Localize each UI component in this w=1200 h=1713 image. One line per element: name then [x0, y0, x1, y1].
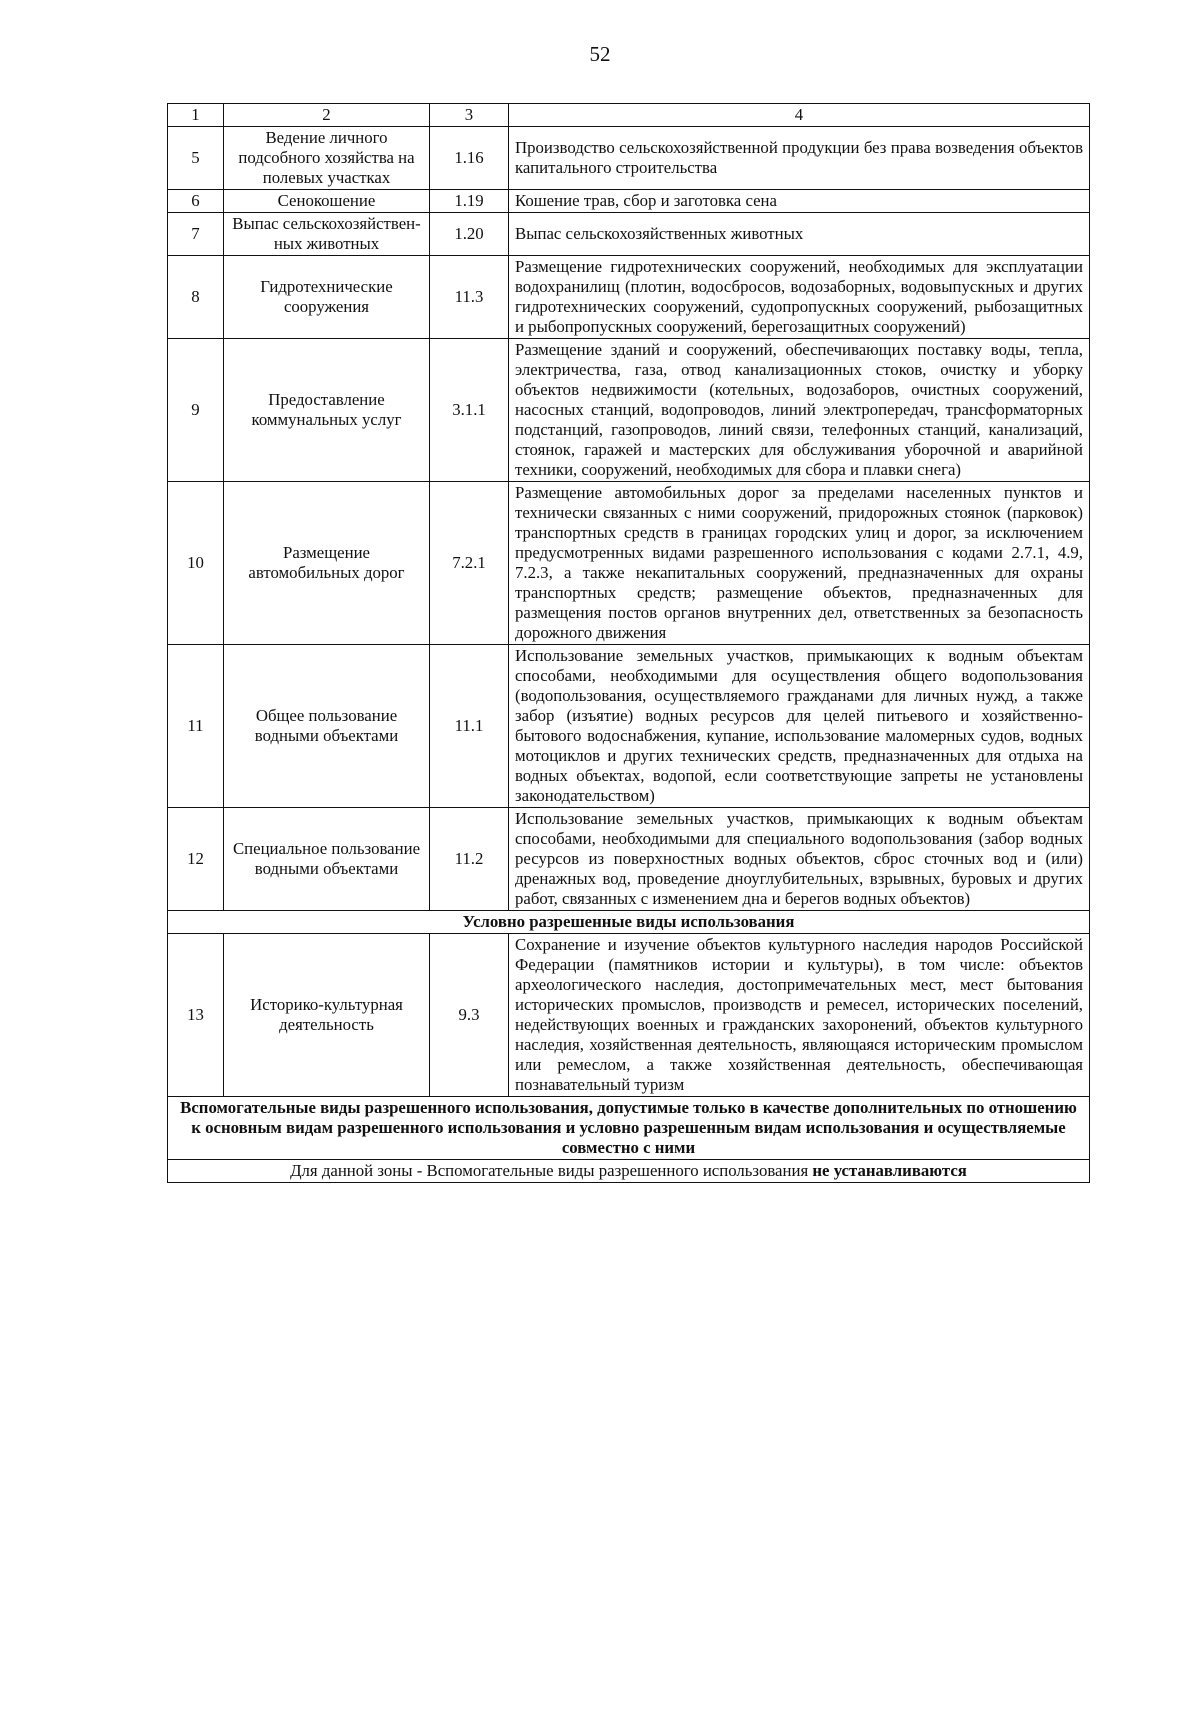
table-row [168, 213, 1090, 256]
use-code: 11.2 [430, 808, 509, 911]
note-prefix: Для данной зоны - Вспомогательные виды разрешенного использования [290, 1161, 813, 1180]
use-name: Размещение автомобильных дорог [224, 482, 430, 645]
use-name: Специальное пользование водными объектами [224, 808, 430, 911]
use-code: 9.3 [430, 934, 509, 1097]
use-description: Использование земельных участков, примыкающих к водным объектам способами, необходимыми для осуществления общего водопользования (водопользования, осуществляемого гражданами для личных нужд, а также забор (изъятие) водных ресурсов для целей питьевого и хозяйственно-бытового водоснабжения, купание, использование маломерных судов, водных мотоциклов и других технических средств, предназначенных для отдыха на водных объектах, водопой, если соответствующие запреты не установлены законодательством) [509, 645, 1090, 808]
row-number: 7 [168, 213, 224, 256]
row-number: 9 [168, 339, 224, 482]
note-not-established: не устанавливаются [812, 1161, 967, 1180]
auxiliary-note [168, 1160, 1090, 1183]
land-use-table [167, 103, 1090, 1183]
use-name: Историко-культурная деятельность [224, 934, 430, 1097]
row-number: 12 [168, 808, 224, 911]
row-number: 8 [168, 256, 224, 339]
table-row [168, 808, 1090, 911]
section-auxiliary-title: Вспомогательные виды разрешенного использования, допустимые только в качестве дополнительных по отношению к основным видам разрешенного использования и условно разрешенным видам использования и осуществляемые совместно с ними [168, 1097, 1090, 1160]
use-description: Производство сельскохозяйственной продукции без права возведения объектов капитального строительства [509, 127, 1090, 190]
table-row [168, 339, 1090, 482]
use-description: Кошение трав, сбор и заготовка сена [509, 190, 1090, 213]
row-number: 5 [168, 127, 224, 190]
table-row [168, 645, 1090, 808]
section-row [168, 911, 1090, 934]
use-code: 1.20 [430, 213, 509, 256]
note-row [168, 1160, 1090, 1183]
page-number: 52 [589, 42, 611, 66]
use-code: 1.19 [430, 190, 509, 213]
use-description: Размещение зданий и сооружений, обеспечивающих поставку воды, тепла, электричества, газа, отвод канализационных стоков, очистку и уборку объектов недвижимости (котельных, водозаборов, очистных сооружений, насосных станций, водопроводов, линий электропередач, трансформаторных подстанций, газопроводов, линий связи, телефонных станций, канализаций, стоянок, гаражей и мастерских для обслуживания уборочной и аварийной техники, сооружений, необходимых для сбора и плавки снега) [509, 339, 1090, 482]
header-col-3: 3 [430, 104, 509, 127]
use-name: Ведение личного подсобного хозяйства на полевых участках [224, 127, 430, 190]
section-conditional-title: Условно разрешенные виды использования [168, 911, 1090, 934]
table-row [168, 482, 1090, 645]
header-col-4: 4 [509, 104, 1090, 127]
table-row [168, 256, 1090, 339]
use-code: 3.1.1 [430, 339, 509, 482]
use-description: Размещение гидротехнических сооружений, необходимых для эксплуатации водохранилищ (плотин, водосбросов, водозаборных, водовыпускных и других гидротехнических сооружений, судопропускных сооружений, рыбозащитных и рыбопропускных сооружений, берегозащитных сооружений) [509, 256, 1090, 339]
use-code: 11.3 [430, 256, 509, 339]
row-number: 6 [168, 190, 224, 213]
use-name: Общее пользование водными объектами [224, 645, 430, 808]
section-row [168, 1097, 1090, 1160]
table-row [168, 190, 1090, 213]
header-col-2: 2 [224, 104, 430, 127]
row-number: 10 [168, 482, 224, 645]
use-name: Сенокошение [224, 190, 430, 213]
use-name: Выпас сельскохозяйствен-ных животных [224, 213, 430, 256]
use-name: Гидротехнические сооружения [224, 256, 430, 339]
use-name: Предоставление коммунальных услуг [224, 339, 430, 482]
use-description: Выпас сельскохозяйственных животных [509, 213, 1090, 256]
table-row [168, 127, 1090, 190]
use-description: Использование земельных участков, примыкающих к водным объектам способами, необходимыми для специального водопользования (забор водных ресурсов из поверхностных водных объектов, сброс сточных вод и (или) дренажных вод, проведение дноуглубительных, взрывных, буровых и других работ, связанных с изменением дна и берегов водных объектов) [509, 808, 1090, 911]
header-row [168, 104, 1090, 127]
row-number: 13 [168, 934, 224, 1097]
use-code: 7.2.1 [430, 482, 509, 645]
table-row [168, 934, 1090, 1097]
use-description: Размещение автомобильных дорог за пределами населенных пунктов и технически связанных с ними сооружений, придорожных стоянок (парковок) транспортных средств в границах городских улиц и дорог, за исключением предусмотренных видами разрешенного использования с кодами 2.7.1, 4.9, 7.2.3, а также некапитальных сооружений, предназначенных для охраны транспортных средств; размещение объектов, предназначенных для размещения постов органов внутренних дел, ответственных за безопасность дорожного движения [509, 482, 1090, 645]
use-description: Сохранение и изучение объектов культурного наследия народов Российской Федерации (памятников истории и культуры), в том числе: объектов археологического наследия, достопримечательных мест, мест бытования исторических промыслов, производств и ремесел, исторических поселений, недействующих военных и гражданских захоронений, объектов культурного наследия, хозяйственная деятельность, являющаяся историческим промыслом или ремеслом, а также хозяйственная деятельность, обеспечивающая познавательный туризм [509, 934, 1090, 1097]
use-code: 11.1 [430, 645, 509, 808]
use-code: 1.16 [430, 127, 509, 190]
row-number: 11 [168, 645, 224, 808]
header-col-1: 1 [168, 104, 224, 127]
